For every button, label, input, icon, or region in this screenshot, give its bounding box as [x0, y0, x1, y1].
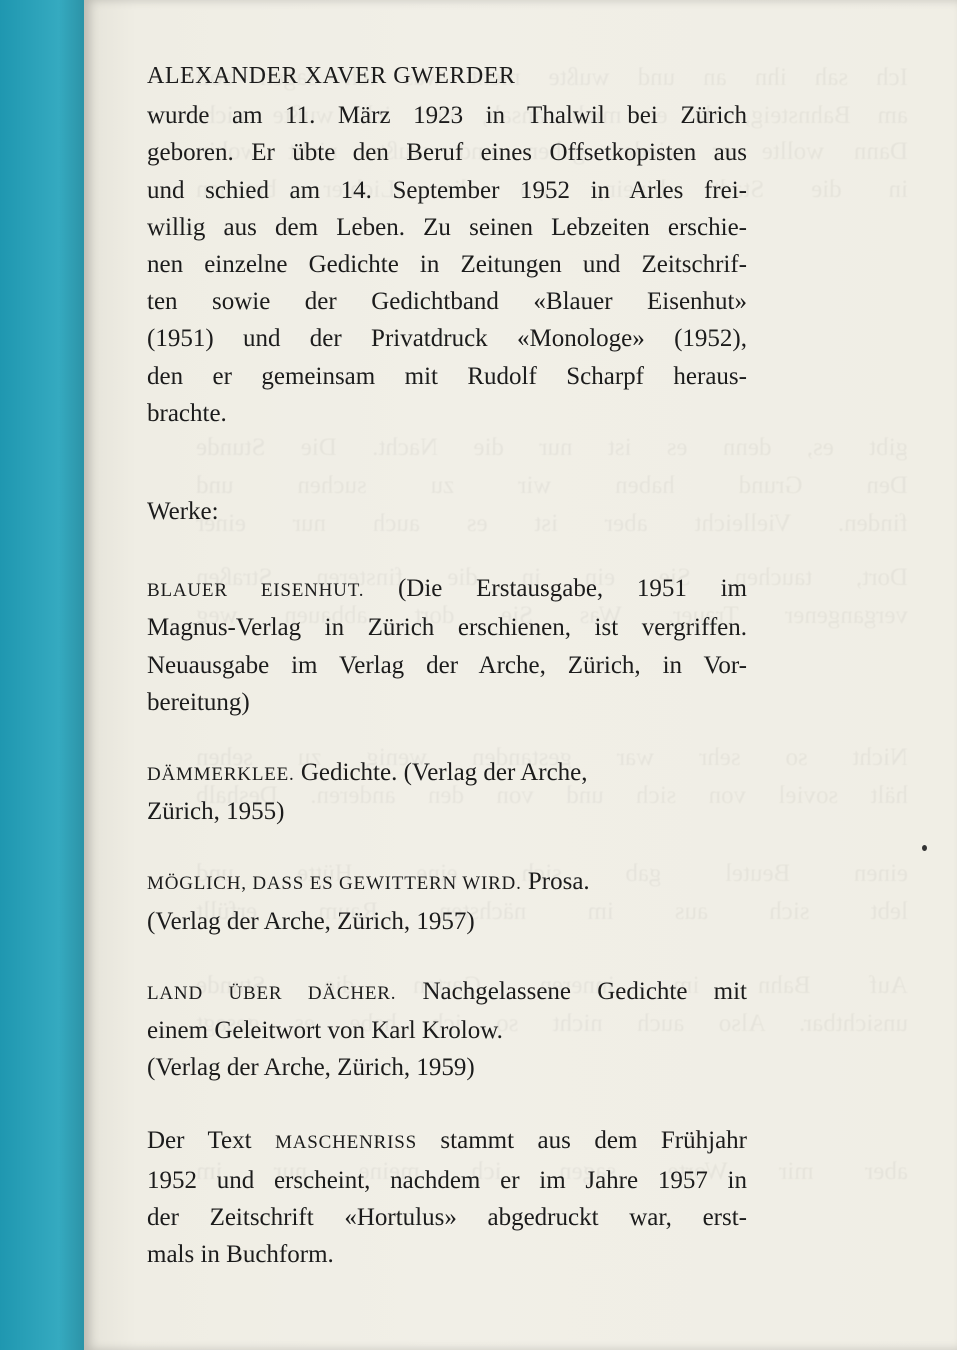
biography-paragraph — [147, 97, 747, 432]
work-detail: einem Geleitwort von Karl Krolow. — [147, 1017, 503, 1045]
work-detail: Neuausgabe im Verlag der Arche, Zürich, in Vor- — [147, 651, 747, 679]
work-detail: bereitung) — [147, 688, 250, 716]
work-entry — [147, 973, 747, 1087]
work-title: MÖGLICH, DASS ES GEWITTERN WIRD. — [147, 873, 522, 895]
book-cover-edge — [0, 0, 84, 1350]
work-detail: (Die Erstausgabe, 1951 im — [364, 575, 748, 603]
page-text — [147, 58, 747, 1273]
author-name: ALEXANDER XAVER GWERDER — [147, 63, 516, 89]
works-heading: Werke: — [147, 498, 219, 526]
bio-line: brachte. — [147, 399, 227, 427]
work-detail: Zürich, 1955) — [147, 798, 285, 826]
bio-line: geboren. Er übte den Beruf eines Offsetkopisten aus — [147, 139, 747, 167]
bio-line: und schied am 14. September 1952 in Arles frei- — [147, 176, 747, 204]
bio-line: den er gemeinsam mit Rudolf Scharpf heraus- — [147, 362, 747, 390]
work-detail: (Verlag der Arche, Zürich, 1959) — [147, 1054, 475, 1082]
note-title: MASCHENRISS — [275, 1132, 417, 1154]
work-detail: Prosa. — [521, 868, 590, 896]
paper-speck — [922, 845, 927, 851]
bio-line: ten sowie der Gedichtband «Blauer Eisenhut» — [147, 288, 747, 316]
work-detail: (Verlag der Arche, Zürich, 1957) — [147, 907, 475, 935]
work-title: LAND ÜBER DÄCHER. — [147, 982, 397, 1004]
note-line: mals in Buchform. — [147, 1241, 334, 1269]
work-detail: Gedichte. (Verlag der Arche, — [294, 759, 588, 787]
work-detail: Nachgelassene Gedichte mit — [396, 977, 747, 1005]
bio-line: willig aus dem Leben. Zu seinen Lebzeiten erschie- — [147, 213, 747, 241]
work-entry — [147, 754, 747, 830]
work-entry — [147, 863, 747, 939]
note-line: der Zeitschrift «Hortulus» abgedruckt war, erst- — [147, 1203, 747, 1231]
work-title: BLAUER EISENHUT. — [147, 580, 365, 602]
bio-line: (1951) und der Privatdruck «Monologe» (1952), — [147, 325, 747, 353]
note-text: stammt aus dem Frühjahr — [416, 1127, 747, 1155]
bio-line: nen einzelne Gedichte in Zeitungen und Zeitschrif- — [147, 251, 747, 279]
text-origin-note — [147, 1122, 747, 1273]
work-detail: Magnus-Verlag in Zürich erschienen, ist vergriffen. — [147, 614, 747, 642]
note-line: 1952 und erscheint, nachdem er im Jahre 1957 in — [147, 1166, 747, 1194]
work-entry — [147, 570, 747, 721]
note-text: Der Text — [147, 1127, 276, 1155]
work-title: DÄMMERKLEE. — [147, 764, 295, 786]
bio-line: wurde am 11. März 1923 in Thalwil bei Zürich — [147, 102, 747, 130]
